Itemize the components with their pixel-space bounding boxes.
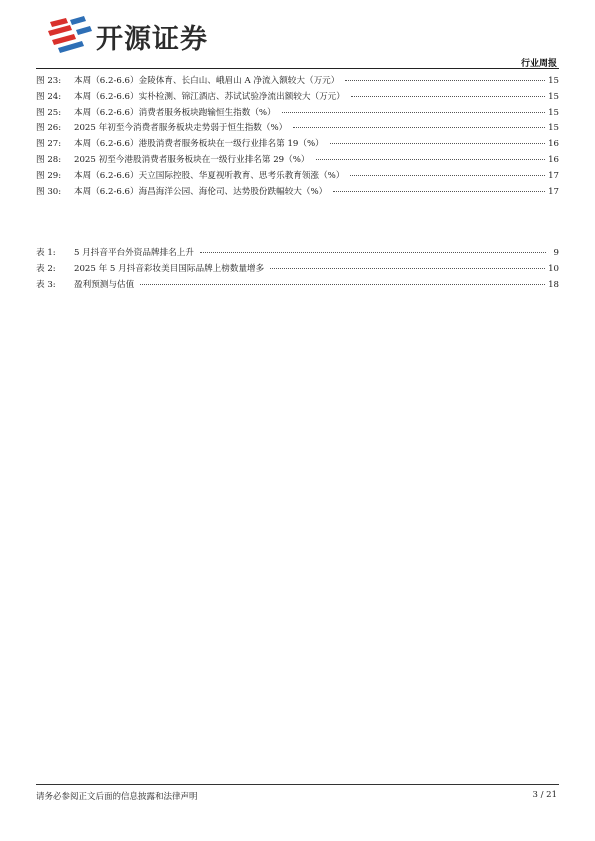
figure-index-entry[interactable]: [36, 121, 559, 137]
entry-title: 盈利预测与估值: [74, 279, 135, 290]
entry-title: 本周（6.2-6.6）天立国际控股、华夏视听教育、思考乐教育领涨（%）: [74, 170, 345, 181]
header-divider: [36, 68, 559, 69]
dot-leader: [200, 252, 546, 253]
entry-page-number: 16: [548, 139, 559, 150]
entry-page-number: 17: [548, 170, 559, 181]
figure-index-entry[interactable]: [36, 153, 559, 169]
dot-leader: [330, 143, 545, 144]
document-type-label: 行业周报: [520, 59, 557, 69]
entry-page-number: 10: [548, 263, 559, 274]
figure-index-entry[interactable]: [36, 74, 559, 90]
entry-label: 图 26:: [36, 123, 62, 134]
entry-label: 图 30:: [36, 186, 62, 197]
dot-leader: [270, 268, 545, 269]
dot-leader: [316, 159, 546, 160]
entry-label: 表 2:: [36, 263, 56, 274]
entry-title: 本周（6.2-6.6）实朴检测、锦江酒店、苏试试验净流出额较大（万元）: [74, 91, 345, 102]
table-index-list: [36, 246, 559, 293]
entry-page-number: 15: [548, 76, 559, 86]
entry-title: 2025 年初至今消费者服务板块走势弱于恒生指数（%）: [74, 123, 288, 134]
footer-disclaimer: 请务必参阅正文后面的信息披露和法律声明: [36, 792, 198, 802]
dot-leader: [293, 127, 545, 128]
figure-index-entry[interactable]: [36, 185, 559, 201]
entry-title: 本周（6.2-6.6）金陵体育、长白山、峨眉山 A 净流入额较大（万元）: [74, 76, 340, 86]
dot-leader: [140, 284, 545, 285]
page-header: [0, 0, 595, 70]
brand-name: 开源证券: [96, 24, 208, 55]
entry-label: 图 23:: [36, 76, 62, 86]
entry-label: 图 28:: [36, 154, 62, 165]
entry-page-number: 17: [548, 186, 559, 197]
entry-title: 本周（6.2-6.6）港股消费者服务板块在一级行业排名第 19（%）: [74, 139, 324, 150]
page-number: 3 / 21: [532, 790, 557, 800]
entry-label: 图 25:: [36, 107, 62, 118]
entry-label: 表 3:: [36, 279, 56, 290]
dot-leader: [350, 175, 545, 176]
figure-index-entry[interactable]: [36, 137, 559, 153]
entry-label: 图 29:: [36, 170, 62, 181]
entry-page-number: 15: [548, 123, 559, 134]
entry-title: 本周（6.2-6.6）消费者服务板块跑输恒生指数（%）: [74, 107, 276, 118]
footer-divider: [36, 784, 559, 785]
dot-leader: [282, 112, 545, 113]
entry-label: 图 24:: [36, 91, 62, 102]
entry-label: 表 1:: [36, 248, 56, 258]
entry-title: 2025 初至今港股消费者服务板块在一级行业排名第 29（%）: [74, 154, 310, 165]
table-index-entry[interactable]: [36, 278, 559, 294]
entry-page-number: 18: [548, 279, 559, 290]
figure-index-entry[interactable]: [36, 169, 559, 185]
entry-label: 图 27:: [36, 139, 62, 150]
entry-page-number: 15: [548, 107, 559, 118]
figure-index-entry[interactable]: [36, 106, 559, 122]
entry-page-number: 15: [548, 91, 559, 102]
figure-index-list: [36, 74, 559, 200]
entry-title: 2025 年 5 月抖音彩妆美目国际品牌上榜数量增多: [74, 263, 265, 274]
figure-index-entry[interactable]: [36, 90, 559, 106]
table-index-entry[interactable]: [36, 246, 559, 262]
dot-leader: [351, 96, 545, 97]
dot-leader: [345, 80, 545, 81]
dot-leader: [333, 191, 545, 192]
entry-title: 5 月抖音平台外资品牌排名上升: [74, 248, 194, 258]
entry-title: 本周（6.2-6.6）海昌海洋公园、海伦司、达势股份跌幅较大（%）: [74, 186, 328, 197]
entry-page-number: 9: [553, 248, 559, 258]
entry-page-number: 16: [548, 154, 559, 165]
table-index-entry[interactable]: [36, 262, 559, 278]
